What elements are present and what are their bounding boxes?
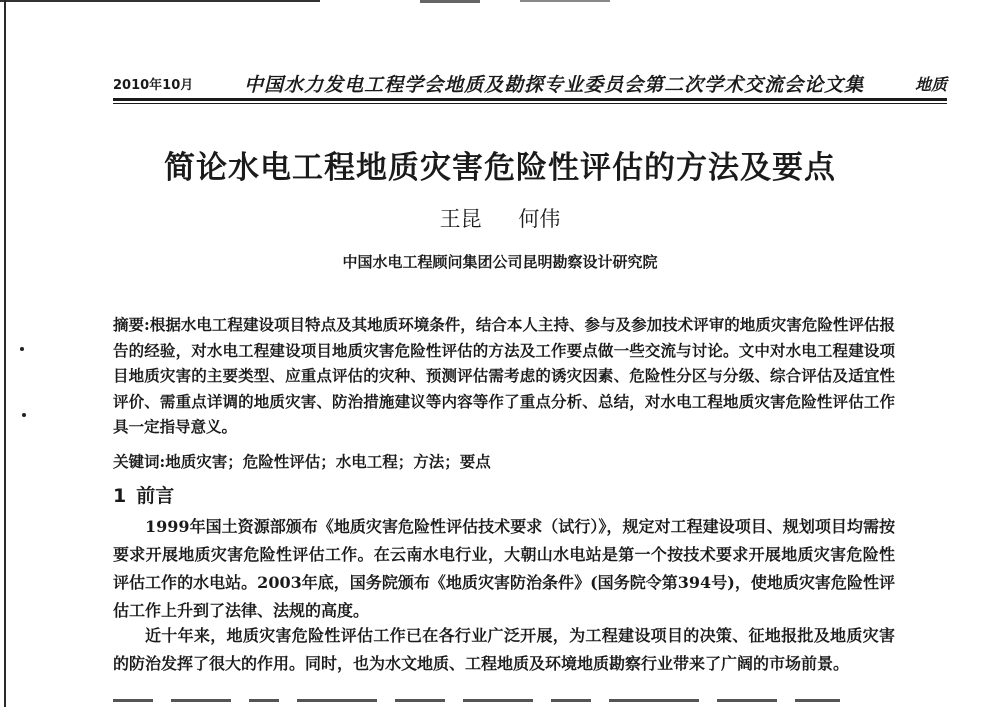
keywords-text: 地质灾害；危险性评估；水电工程；方法；要点	[165, 452, 491, 471]
scan-speck	[22, 413, 26, 417]
keywords-label: 关键词:	[113, 452, 166, 471]
section-number: 1	[113, 485, 127, 507]
header-journal-title: 中国水力发电工程学会地质及勘探专业委员会第二次学术交流会论文集	[244, 73, 865, 96]
scan-edge-top	[0, 0, 320, 2]
running-header	[113, 71, 947, 95]
author-name: 何伟	[518, 207, 561, 231]
header-date: 2010年10月	[113, 77, 194, 93]
header-rule	[113, 98, 947, 101]
author-list	[0, 203, 1000, 233]
section-heading	[113, 481, 174, 508]
abstract-label: 摘要:	[113, 315, 150, 334]
cropped-next-line	[113, 699, 893, 707]
scan-mark	[520, 0, 610, 2]
header-section-label: 地质	[914, 74, 947, 94]
body-paragraph: 1999年国土资源部颁布《地质灾害危险性评估技术要求（试行）》，规定对工程建设项目、规划项目均需按要求开展地质灾害危险性评估工作。在云南水电行业，大朝山水电站是第一个按技术要求开展地质灾害危险性评估工作的水电站。2003年底，国务院颁布《地质灾害防治条件》(国务院令第394号)，使地质灾害危险性评估工作上升到了法律、法规的高度。	[113, 517, 895, 620]
author-affiliation: 中国水电工程顾问集团公司昆明勘察设计研究院	[342, 253, 658, 271]
header-rule-thin	[113, 103, 947, 104]
abstract-text: 根据水电工程建设项目特点及其地质环境条件，结合本人主持、参与及参加技术评审的地质灾害危险性评估报告的经验，对水电工程建设项目地质灾害危险性评估的方法及工作要点做一些交流与讨论。文中对水电工程建设项目地质灾害的主要类型、应重点评估的灾种、预测评估需考虑的诱灾因素、危险性分区与分级、综合评估及适宜性评价、需重点详调的地质灾害、防治措施建议等内容等作了重点分析、总结，对水电工程地质灾害危险性评估工作具一定指导意义。	[113, 315, 895, 436]
keywords	[113, 450, 895, 474]
section-title: 前言	[136, 485, 175, 507]
paper-title: 简论水电工程地质灾害危险性评估的方法及要点	[164, 150, 836, 186]
author-name: 王昆	[439, 207, 482, 231]
scan-mark	[420, 0, 480, 3]
abstract	[113, 312, 895, 440]
scan-speck	[20, 347, 24, 351]
scan-edge-left	[4, 0, 6, 707]
body-paragraph: 近十年来，地质灾害危险性评估工作已在各行业广泛开展，为工程建设项目的决策、征地报批及地质灾害的防治发挥了很大的作用。同时，也为水文地质、工程地质及环境地质勘察行业带来了广阔的市场前景。	[113, 626, 895, 673]
